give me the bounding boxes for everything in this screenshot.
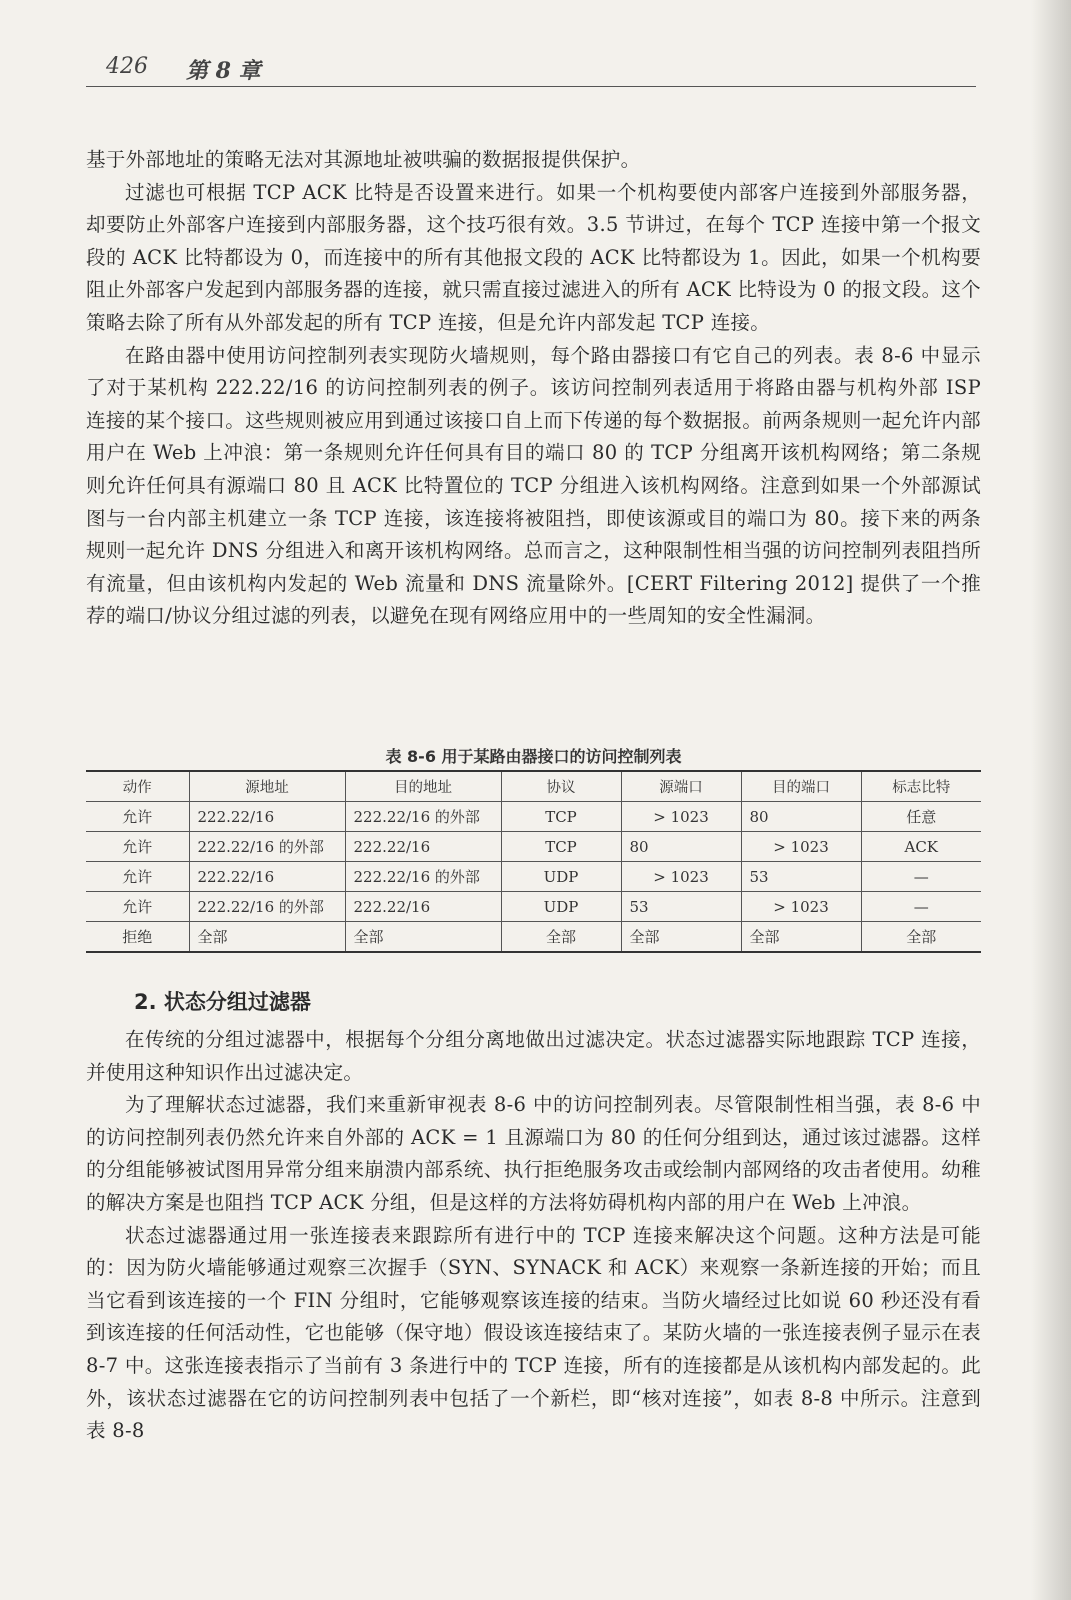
- cell-flag-bit: ACK: [861, 832, 981, 862]
- cell-protocol: TCP: [501, 832, 621, 862]
- table-row: [86, 832, 981, 862]
- page-number: 426: [106, 54, 148, 79]
- table-header-row: [86, 771, 981, 802]
- cell-protocol: 全部: [501, 922, 621, 953]
- cell-action: 允许: [86, 892, 189, 922]
- table-row: [86, 892, 981, 922]
- cell-source-address: 222.22/16 的外部: [189, 892, 345, 922]
- cell-protocol: UDP: [501, 862, 621, 892]
- section-title: 2. 状态分组过滤器: [134, 990, 311, 1014]
- cell-action: 允许: [86, 862, 189, 892]
- table-row: [86, 802, 981, 832]
- cell-source-address: 222.22/16 的外部: [189, 832, 345, 862]
- cell-source-address: 222.22/16: [189, 802, 345, 832]
- cell-source-port: > 1023: [621, 802, 741, 832]
- table-row: [86, 862, 981, 892]
- cell-action: 允许: [86, 832, 189, 862]
- cell-flag-bit: —: [861, 892, 981, 922]
- page-header: [86, 52, 976, 87]
- cell-dest-address: 222.22/16: [345, 892, 501, 922]
- cell-protocol: UDP: [501, 892, 621, 922]
- paragraph: 基于外部地址的策略无法对其源地址被哄骗的数据报提供保护。: [86, 148, 641, 171]
- paragraph: 状态过滤器通过用一张连接表来跟踪所有进行中的 TCP 连接来解决这个问题。这种方法是可能的：因为防火墙能够通过观察三次握手（SYN、SYNACK 和 ACK）来观察一条新连接的开始；而且当它看到该连接的一个 FIN 分组时，它能够观察该连接的结束。当防火墙经过比如说 60 秒还没有看到该连接的任何活动性，它也能够（保守地）假设该连接结束了。某防火墙的一张连接表例子显示在表 8-7 中。这张连接表指示了当前有 3 条进行中的 TCP 连接，所有的连接都是从该机构内部发起的。此外，该状态过滤器在它的访问控制列表中包括了一个新栏，即“核对连接”，如表 8-8 中所示。注意到表 8-8: [86, 1223, 981, 1443]
- body-text-bottom: [86, 1024, 981, 1448]
- cell-protocol: TCP: [501, 802, 621, 832]
- access-control-table: [86, 770, 981, 953]
- paragraph: 在传统的分组过滤器中，根据每个分组分离地做出过滤决定。状态过滤器实际地跟踪 TCP 连接，并使用这种知识作出过滤决定。: [86, 1028, 981, 1084]
- page-edge-shadow: [1031, 0, 1071, 1600]
- cell-flag-bit: 全部: [861, 922, 981, 953]
- cell-dest-port: 53: [741, 862, 861, 892]
- cell-source-port: > 1023: [621, 862, 741, 892]
- paragraph: 在路由器中使用访问控制列表实现防火墙规则，每个路由器接口有它自己的列表。表 8-6 中显示了对于某机构 222.22/16 的访问控制列表的例子。该访问控制列表适用于将路由器与机构外部 ISP 连接的某个接口。这些规则被应用到通过该接口自上而下传递的每个数据报。前两条规则一起允许内部用户在 Web 上冲浪：第一条规则允许任何具有目的端口 80 的 TCP 分组离开该机构网络；第二条规则允许任何具有源端口 80 且 ACK 比特置位的 TCP 分组进入该机构网络。注意到如果一个外部源试图与一台内部主机建立一条 TCP 连接，该连接将被阻挡，即使该源或目的端口为 80。接下来的两条规则一起允许 DNS 分组进入和离开该机构网络。总而言之，这种限制性相当强的访问控制列表阻挡所有流量，但由该机构内发起的 Web 流量和 DNS 流量除外。[CERT Filtering 2012] 提供了一个推荐的端口/协议分组过滤的列表，以避免在现有网络应用中的一些周知的安全性漏洞。: [86, 343, 981, 628]
- chapter-label: 第 8 章: [186, 58, 261, 84]
- body-text-top: [86, 144, 981, 633]
- cell-dest-address: 222.22/16 的外部: [345, 802, 501, 832]
- cell-source-port: 80: [621, 832, 741, 862]
- cell-action: 拒绝: [86, 922, 189, 953]
- cell-dest-port: > 1023: [741, 832, 861, 862]
- cell-source-address: 全部: [189, 922, 345, 953]
- header-flag-bit: 标志比特: [861, 771, 981, 802]
- table-row: [86, 922, 981, 953]
- cell-dest-address: 222.22/16: [345, 832, 501, 862]
- cell-dest-port: 80: [741, 802, 861, 832]
- paragraph: 为了理解状态过滤器，我们来重新审视表 8-6 中的访问控制列表。尽管限制性相当强，表 8-6 中的访问控制列表仍然允许来自外部的 ACK = 1 且源端口为 80 的任何分组到达，通过该过滤器。这样的分组能够被试图用异常分组来崩溃内部系统、执行拒绝服务攻击或绘制内部网络的攻击者使用。幼稚的解决方案是也阻挡 TCP ACK 分组，但是这样的方法将妨碍机构内部的用户在 Web 上冲浪。: [86, 1093, 981, 1214]
- cell-dest-port: 全部: [741, 922, 861, 953]
- cell-dest-port: > 1023: [741, 892, 861, 922]
- header-action: 动作: [86, 771, 189, 802]
- cell-action: 允许: [86, 802, 189, 832]
- header-source-address: 源地址: [189, 771, 345, 802]
- cell-source-port: 全部: [621, 922, 741, 953]
- cell-source-port: 53: [621, 892, 741, 922]
- header-protocol: 协议: [501, 771, 621, 802]
- cell-dest-address: 222.22/16 的外部: [345, 862, 501, 892]
- header-dest-address: 目的地址: [345, 771, 501, 802]
- cell-dest-address: 全部: [345, 922, 501, 953]
- cell-flag-bit: 任意: [861, 802, 981, 832]
- cell-flag-bit: —: [861, 862, 981, 892]
- cell-source-address: 222.22/16: [189, 862, 345, 892]
- table-caption: 表 8-6 用于某路由器接口的访问控制列表: [385, 747, 682, 766]
- header-dest-port: 目的端口: [741, 771, 861, 802]
- header-source-port: 源端口: [621, 771, 741, 802]
- paragraph: 过滤也可根据 TCP ACK 比特是否设置来进行。如果一个机构要使内部客户连接到外部服务器，却要防止外部客户连接到内部服务器，这个技巧很有效。3.5 节讲过，在每个 TCP 连接中第一个报文段的 ACK 比特都设为 0，而连接中的所有其他报文段的 ACK 比特都设为 1。因此，如果一个机构要阻止外部客户发起到内部服务器的连接，就只需直接过滤进入的所有 ACK 比特设为 0 的报文段。这个策略去除了所有从外部发起的所有 TCP 连接，但是允许内部发起 TCP 连接。: [86, 180, 981, 334]
